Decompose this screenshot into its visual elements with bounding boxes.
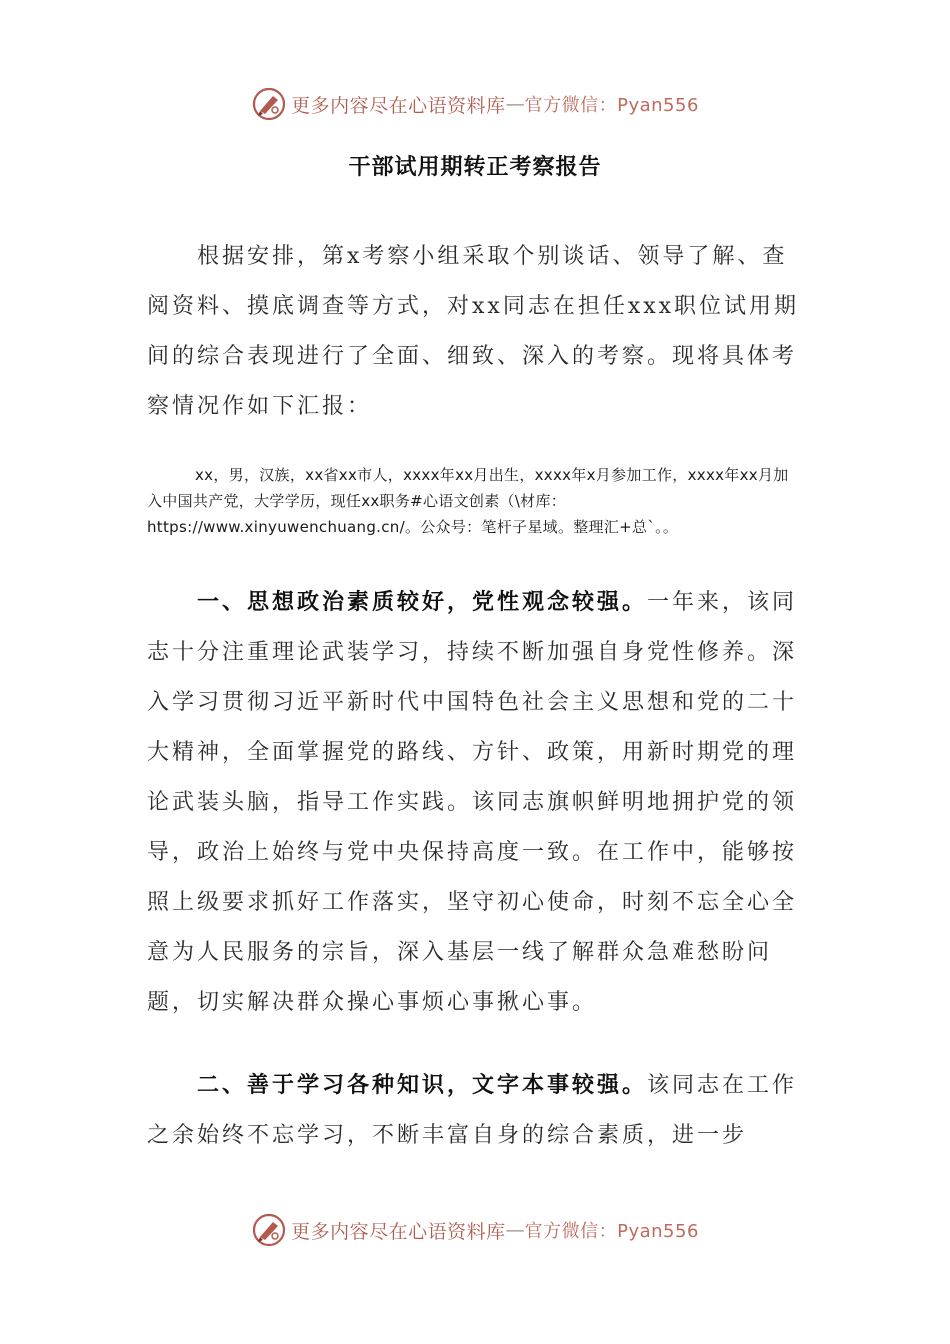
profile-paragraph: xx，男，汉族，xx省xx市人，xxxx年xx月出生，xxxx年x月参加工作，xxxx年xx月加入中国共产党，大学学历，现任xx职务#心语文创素（\材库：https://www.xinyuwenchuang.cn/。公众号：笔杆子星域。整理汇+总`。。	[147, 466, 789, 536]
intro-paragraph: 根据安排，第x考察小组采取个别谈话、领导了解、查阅资料、摸底调查等方式，对xx同志在担任xxx职位试用期间的综合表现进行了全面、细致、深入的考察。现将具体考察情况作如下汇报：	[147, 244, 800, 419]
document-title: 干部试用期转正考察报告	[348, 154, 602, 180]
watermark-brand: 更多内容尽在心语资料库	[291, 1220, 506, 1243]
section-2-heading: 二、善于学习各种知识，文字本事较强。	[197, 1072, 648, 1098]
section-1-heading: 一、思想政治素质较好，党性观念较强。	[197, 589, 648, 615]
section-1-paragraph	[147, 577, 809, 1028]
watermark-separator: —	[505, 1219, 525, 1241]
section-2-paragraph	[147, 1060, 809, 1161]
watermark-contact: 官方微信：Pyan556	[524, 1221, 699, 1242]
pen-nib-seal-icon	[251, 86, 287, 122]
section-2-body: 该同志在工作之余始终不忘学习，不断丰富自身的综合素质，进一步	[147, 1073, 798, 1148]
footer-watermark	[0, 1210, 950, 1250]
watermark-separator: —	[505, 93, 525, 115]
pen-nib-seal-icon	[251, 1212, 287, 1248]
watermark-brand: 更多内容尽在心语资料库	[291, 94, 506, 117]
watermark-contact: 官方微信：Pyan556	[524, 95, 699, 116]
section-1-body: 一年来，该同志十分注重理论武装学习，持续不断加强自身党性修养。深入学习贯彻习近平新时代中国特色社会主义思想和党的二十大精神，全面掌握党的路线、方针、政策，用新时期党的理论武装头脑，指导工作实践。该同志旗帜鲜明地拥护党的领导，政治上始终与党中央保持高度一致。在工作中，能够按照上级要求抓好工作落实，坚守初心使命，时刻不忘全心全意为人民服务的宗旨，深入基层一线了解群众急难愁盼问题，切实解决群众操心事烦心事揪心事。	[147, 590, 798, 1015]
header-watermark	[0, 84, 950, 124]
